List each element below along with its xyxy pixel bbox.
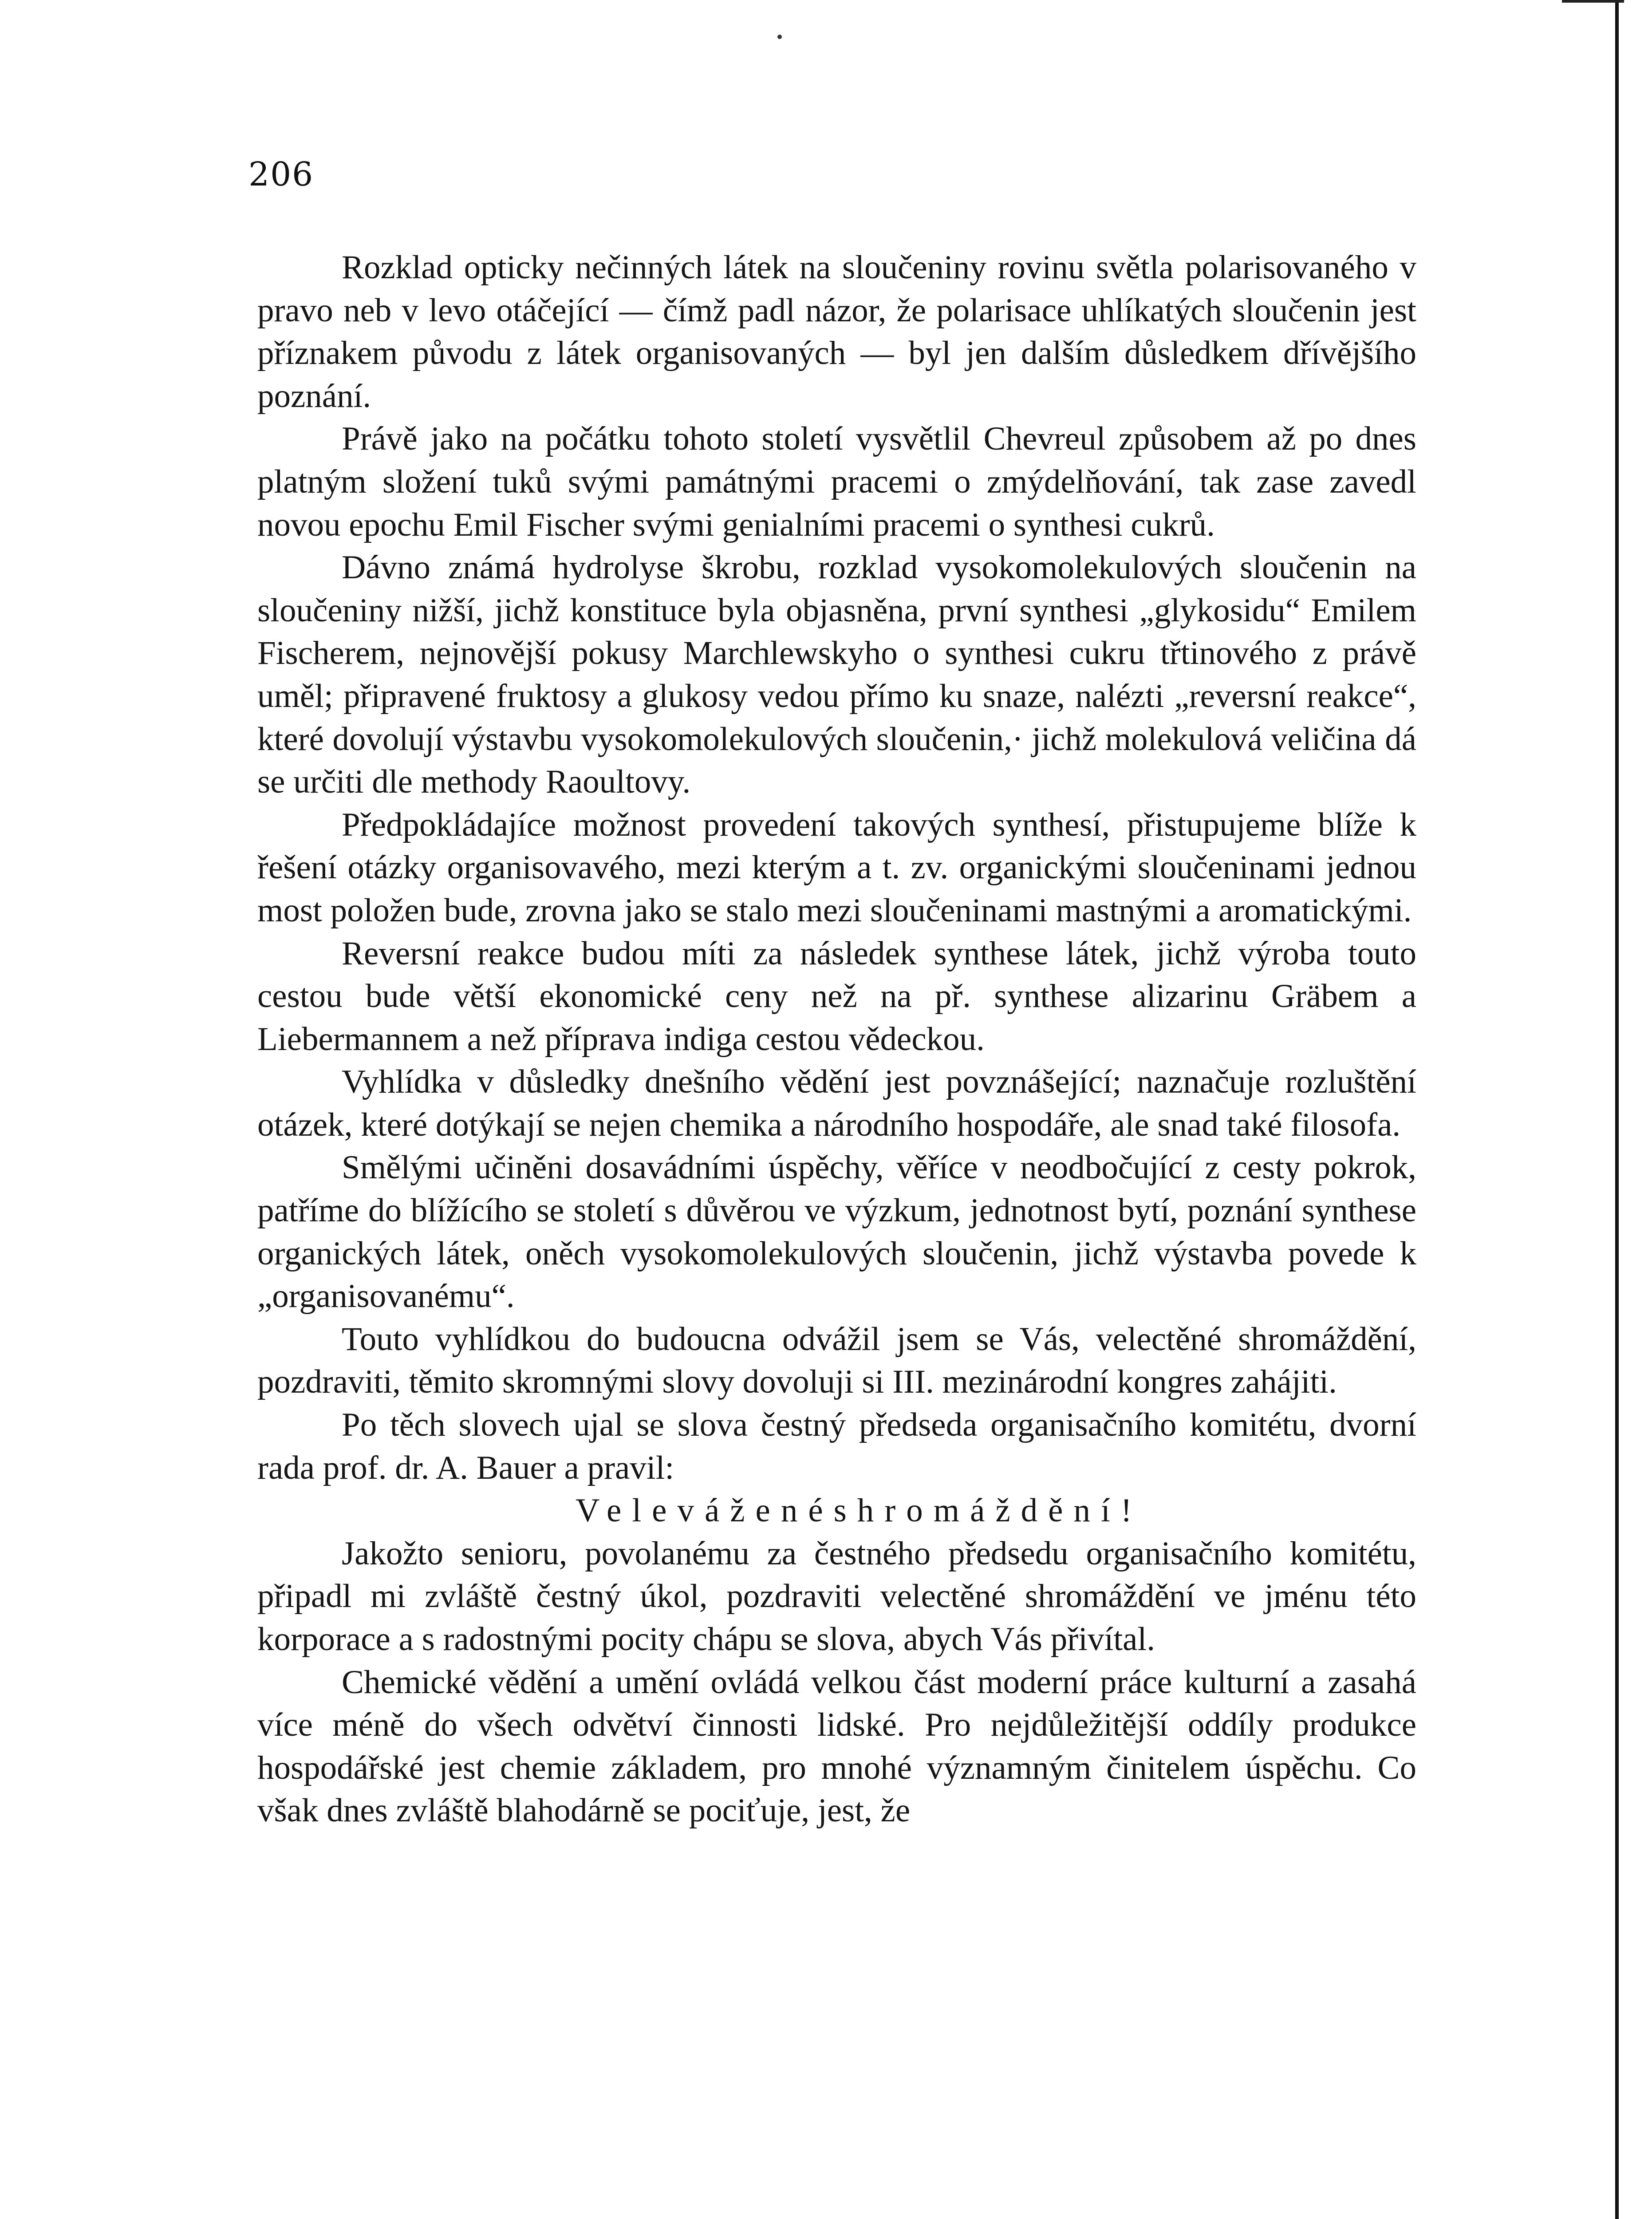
paragraph-7: Smělými učiněni dosavádními úspěchy, věříce v neodbočující z cesty pokrok, patříme do blížícího se století s důvěrou ve výzkum, jednotnost bytí, poznání synthese organických látek, oněch vysokomolekulových sloučenin, jichž výstavba povede k „organisovanému“. <box>257 1149 1416 1315</box>
scan-speck <box>777 35 782 39</box>
paragraph-11: Chemické vědění a umění ovládá velkou část moderní práce kulturní a zasahá více méně do všech odvětví činnosti lidské. Pro nejdůležitější oddíly produkce hospodářské jest chemie základem, pro mnohé významným činitelem úspěchu. Co však dnes zvláště blahodárně se pociťuje, jest, že <box>257 1663 1416 1829</box>
body-text <box>257 246 1416 1832</box>
page-corner-mark <box>1562 0 1624 3</box>
page-edge-shadow <box>1615 0 1619 2219</box>
paragraph-8: Touto vyhlídkou do budoucna odvážil jsem se Vás, velectěné shromáždění, pozdraviti, těmito skromnými slovy dovoluji si III. mezinárodní kongres zahájiti. <box>257 1320 1416 1401</box>
paragraph-9: Po těch slovech ujal se slova čestný předseda organisačního komitétu, dvorní rada prof. dr. A. Bauer a pravil: <box>257 1406 1416 1486</box>
address-heading: Veleváženéshromáždění! <box>576 1492 1143 1529</box>
paragraph-10: Jakožto senioru, povolanému za čestného předsedu organisačního komitétu, připadl mi zvláště čestný úkol, pozdraviti velectěné shromáždění ve jménu této korporace a s radostnými pocity chápu se slova, abych Vás přivítal. <box>257 1535 1416 1658</box>
paragraph-6: Vyhlídka v důsledky dnešního vědění jest povznášející; naznačuje rozluštění otázek, které dotýkají se nejen chemika a národního hospodáře, ale snad také filosofa. <box>257 1063 1416 1143</box>
paragraph-4: Předpokládajíce možnost provedení takových synthesí, přistupujeme blíže k řešení otázky organisovavého, mezi kterým a t. zv. organickými sloučeninami jednou most položen bude, zrovna jako se stalo mezi sloučeninami mastnými a aromatickými. <box>257 806 1416 929</box>
paragraph-5: Reversní reakce budou míti za následek synthese látek, jichž výroba touto cestou bude větší ekonomické ceny než na př. synthese alizarinu Gräbem a Liebermannem a než příprava indiga cestou vědeckou. <box>257 935 1416 1058</box>
paragraph-1: Rozklad opticky nečinných látek na sloučeniny rovinu světla polarisovaného v pravo neb v levo otáčející — čímž padl názor, že polarisace uhlíkatých sloučenin jest příznakem původu z látek organisovaných — byl jen dalším důsledkem dřívějšího poznání. <box>257 249 1416 415</box>
paragraph-3: Dávno známá hydrolyse škrobu, rozklad vysokomolekulových sloučenin na sloučeniny nižší, jichž konstituce byla objasněna, první synthesi „glykosidu“ Emilem Fischerem, nejnovější pokusy Marchlewskyho o synthesi cukru třtinového z právě uměl; připravené fruktosy a glukosy vedou přímo ku snaze, nalézti „reversní reakce“, které dovolují výstavbu vysokomolekulových sloučenin,· jichž molekulová veličina dá se určiti dle methody Raoultovy. <box>257 549 1416 801</box>
page-number: 206 <box>248 155 314 193</box>
paragraph-2: Právě jako na počátku tohoto století vysvětlil Chevreul způsobem až po dnes platným složení tuků svými památnými pracemi o zmýdelňování, tak zase zavedl novou epochu Emil Fischer svými genialními pracemi o synthesi cukrů. <box>257 420 1416 543</box>
